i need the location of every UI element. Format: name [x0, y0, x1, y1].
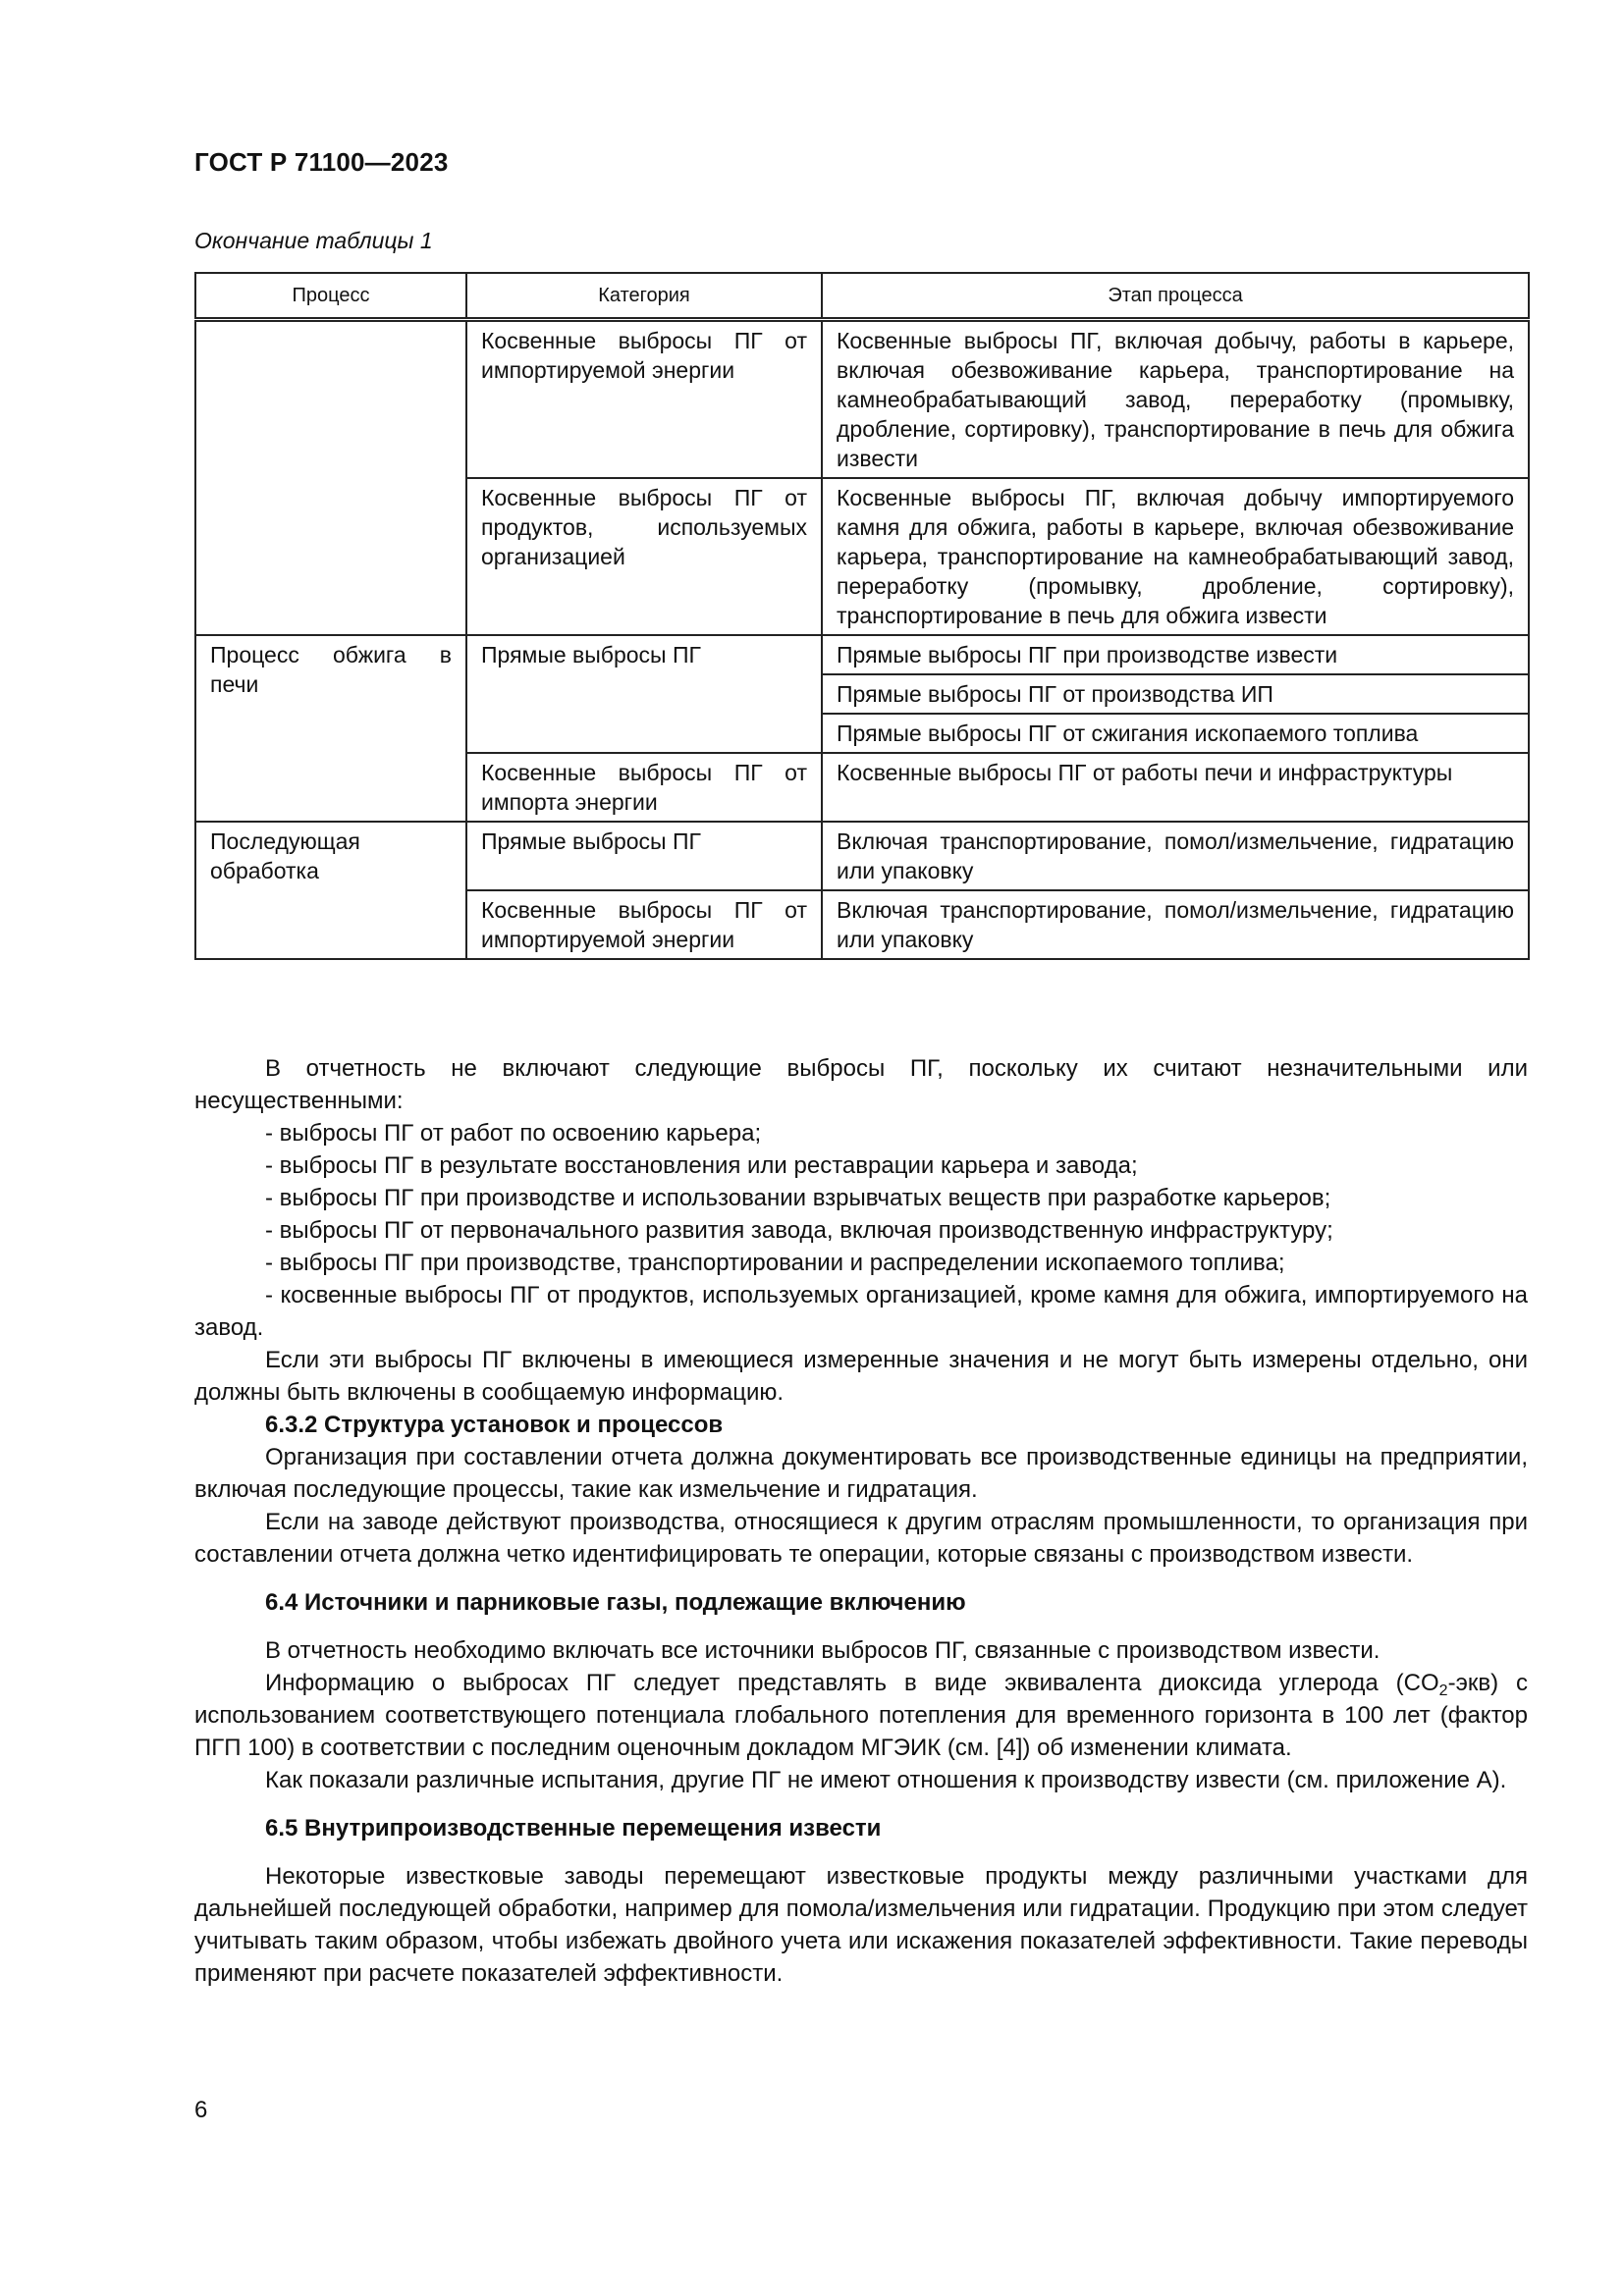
column-header-process: Процесс [195, 273, 466, 320]
stage-text: Прямые выбросы ПГ от сжигания ископаемого топлива [837, 721, 1419, 746]
stage-cell [822, 890, 1529, 959]
process-text: Последующая обработка [210, 828, 360, 883]
column-header-category: Категория [466, 273, 822, 320]
stage-cell [822, 714, 1529, 753]
category-text: Косвенные выбросы ПГ от продуктов, используемых организацией [481, 485, 807, 569]
process-cell [195, 635, 466, 822]
stage-text: Прямые выбросы ПГ при производстве извести [837, 642, 1338, 667]
stage-cell [822, 822, 1529, 890]
paragraph: Некоторые известковые заводы перемещают известковые продукты между различными участками для дальнейшей последующей обработки, например для помола/измельчения или гидратации. Продукцию при этом следует учитывать таким образом, чтобы избежать двойного учета или искажения показателей эффективности. Такие переводы применяют при расчете показателей эффективности. [194, 1863, 1528, 1987]
subscript-2: 2 [1438, 1682, 1448, 1699]
stage-cell [822, 635, 1529, 674]
section-heading-6-4: 6.4 Источники и парниковые газы, подлежащие включению [265, 1589, 966, 1616]
paragraph: В отчетность необходимо включать все источники выбросов ПГ, связанные с производством извести. [265, 1637, 1380, 1664]
stage-text: Косвенные выбросы ПГ от работы печи и инфраструктуры [837, 760, 1453, 785]
paragraph-co2 [194, 1667, 1528, 1764]
table-header-row [195, 273, 1529, 320]
paragraph: Как показали различные испытания, другие ПГ не имеют отношения к производству извести (см. приложение А). [265, 1767, 1507, 1793]
paragraph: В отчетность не включают следующие выбросы ПГ, поскольку их считают незначительными или несущественными: [194, 1055, 1528, 1114]
table-row [195, 320, 1529, 479]
section-heading-6-5: 6.5 Внутрипроизводственные перемещения извести [265, 1815, 882, 1842]
category-text: Прямые выбросы ПГ [481, 642, 701, 667]
category-cell [466, 753, 822, 822]
process-table [194, 272, 1530, 960]
stage-cell [822, 320, 1529, 479]
process-cell-empty [195, 320, 466, 636]
category-cell [466, 890, 822, 959]
list-item: - косвенные выбросы ПГ от продуктов, используемых организацией, кроме камня для обжига, импортируемого на завод. [194, 1282, 1528, 1341]
list-item: - выбросы ПГ от работ по освоению карьера; [265, 1120, 762, 1147]
list-item: - выбросы ПГ при производстве и использовании взрывчатых веществ при разработке карьеров; [265, 1185, 1331, 1211]
stage-text: Включая транспортирование, помол/измельчение, гидратацию или упаковку [837, 897, 1514, 952]
category-cell [466, 320, 822, 479]
list-item: - выбросы ПГ в результате восстановления или реставрации карьера и завода; [265, 1152, 1138, 1179]
process-cell [195, 822, 466, 959]
paragraph-part: Информацию о выбросах ПГ следует представлять в виде эквивалента диоксида углерода (CO [265, 1670, 1439, 1696]
page-number: 6 [194, 2097, 208, 2123]
table-row [195, 822, 1529, 890]
paragraph: Организация при составлении отчета должна документировать все производственные единицы на предприятии, включая последующие процессы, такие как измельчение и гидратация. [194, 1444, 1528, 1503]
category-text: Прямые выбросы ПГ [481, 828, 701, 854]
list-item: - выбросы ПГ от первоначального развития завода, включая производственную инфраструктуру; [265, 1217, 1333, 1244]
stage-cell [822, 674, 1529, 714]
column-header-stage: Этап процесса [822, 273, 1529, 320]
paragraph-part: -экв) с использованием соответствующего потенциала глобального потепления для временного горизонта в 100 лет (фактор ПГП 100) в соответствии с последним оценочным докладом МГЭИК (см. [4]) об изменении климата. [194, 1670, 1528, 1761]
document-header: ГОСТ Р 71100—2023 [194, 147, 449, 177]
process-text: Процесс обжига в печи [210, 642, 452, 697]
stage-text: Включая транспортирование, помол/измельчение, гидратацию или упаковку [837, 828, 1514, 883]
category-text: Косвенные выбросы ПГ от импорта энергии [481, 760, 807, 815]
stage-cell [822, 478, 1529, 635]
stage-cell [822, 753, 1529, 822]
paragraph: Если на заводе действуют производства, относящиеся к другим отраслям промышленности, то организация при составлении отчета должна четко идентифицировать те операции, которые связаны с производством извести. [194, 1509, 1528, 1568]
body-text [194, 1052, 1528, 1990]
stage-text: Прямые выбросы ПГ от производства ИП [837, 681, 1273, 707]
category-text: Косвенные выбросы ПГ от импортируемой энергии [481, 328, 807, 383]
stage-text: Косвенные выбросы ПГ, включая добычу, работы в карьере, включая обезвоживание карьера, транспортирование на камнеобрабатывающий завод, переработку (промывку, дробление, сортировку), транспортирование в печь для обжига извести [837, 328, 1514, 471]
table-caption: Окончание таблицы 1 [194, 228, 433, 253]
category-cell [466, 478, 822, 635]
list-item: - выбросы ПГ при производстве, транспортировании и распределении ископаемого топлива; [265, 1250, 1285, 1276]
category-text: Косвенные выбросы ПГ от импортируемой энергии [481, 897, 807, 952]
stage-text: Косвенные выбросы ПГ, включая добычу импортируемого камня для обжига, работы в карьере, включая обезвоживание карьера, транспортирование на камнеобрабатывающий завод, переработку (промывку, дробление, сортировку), транспортирование в печь для обжига извести [837, 485, 1514, 628]
table-row [195, 635, 1529, 674]
section-heading-6-3-2: 6.3.2 Структура установок и процессов [265, 1412, 724, 1438]
paragraph: Если эти выбросы ПГ включены в имеющиеся измеренные значения и не могут быть измерены отдельно, они должны быть включены в сообщаемую информацию. [194, 1347, 1528, 1406]
category-cell [466, 822, 822, 890]
category-cell [466, 635, 822, 753]
